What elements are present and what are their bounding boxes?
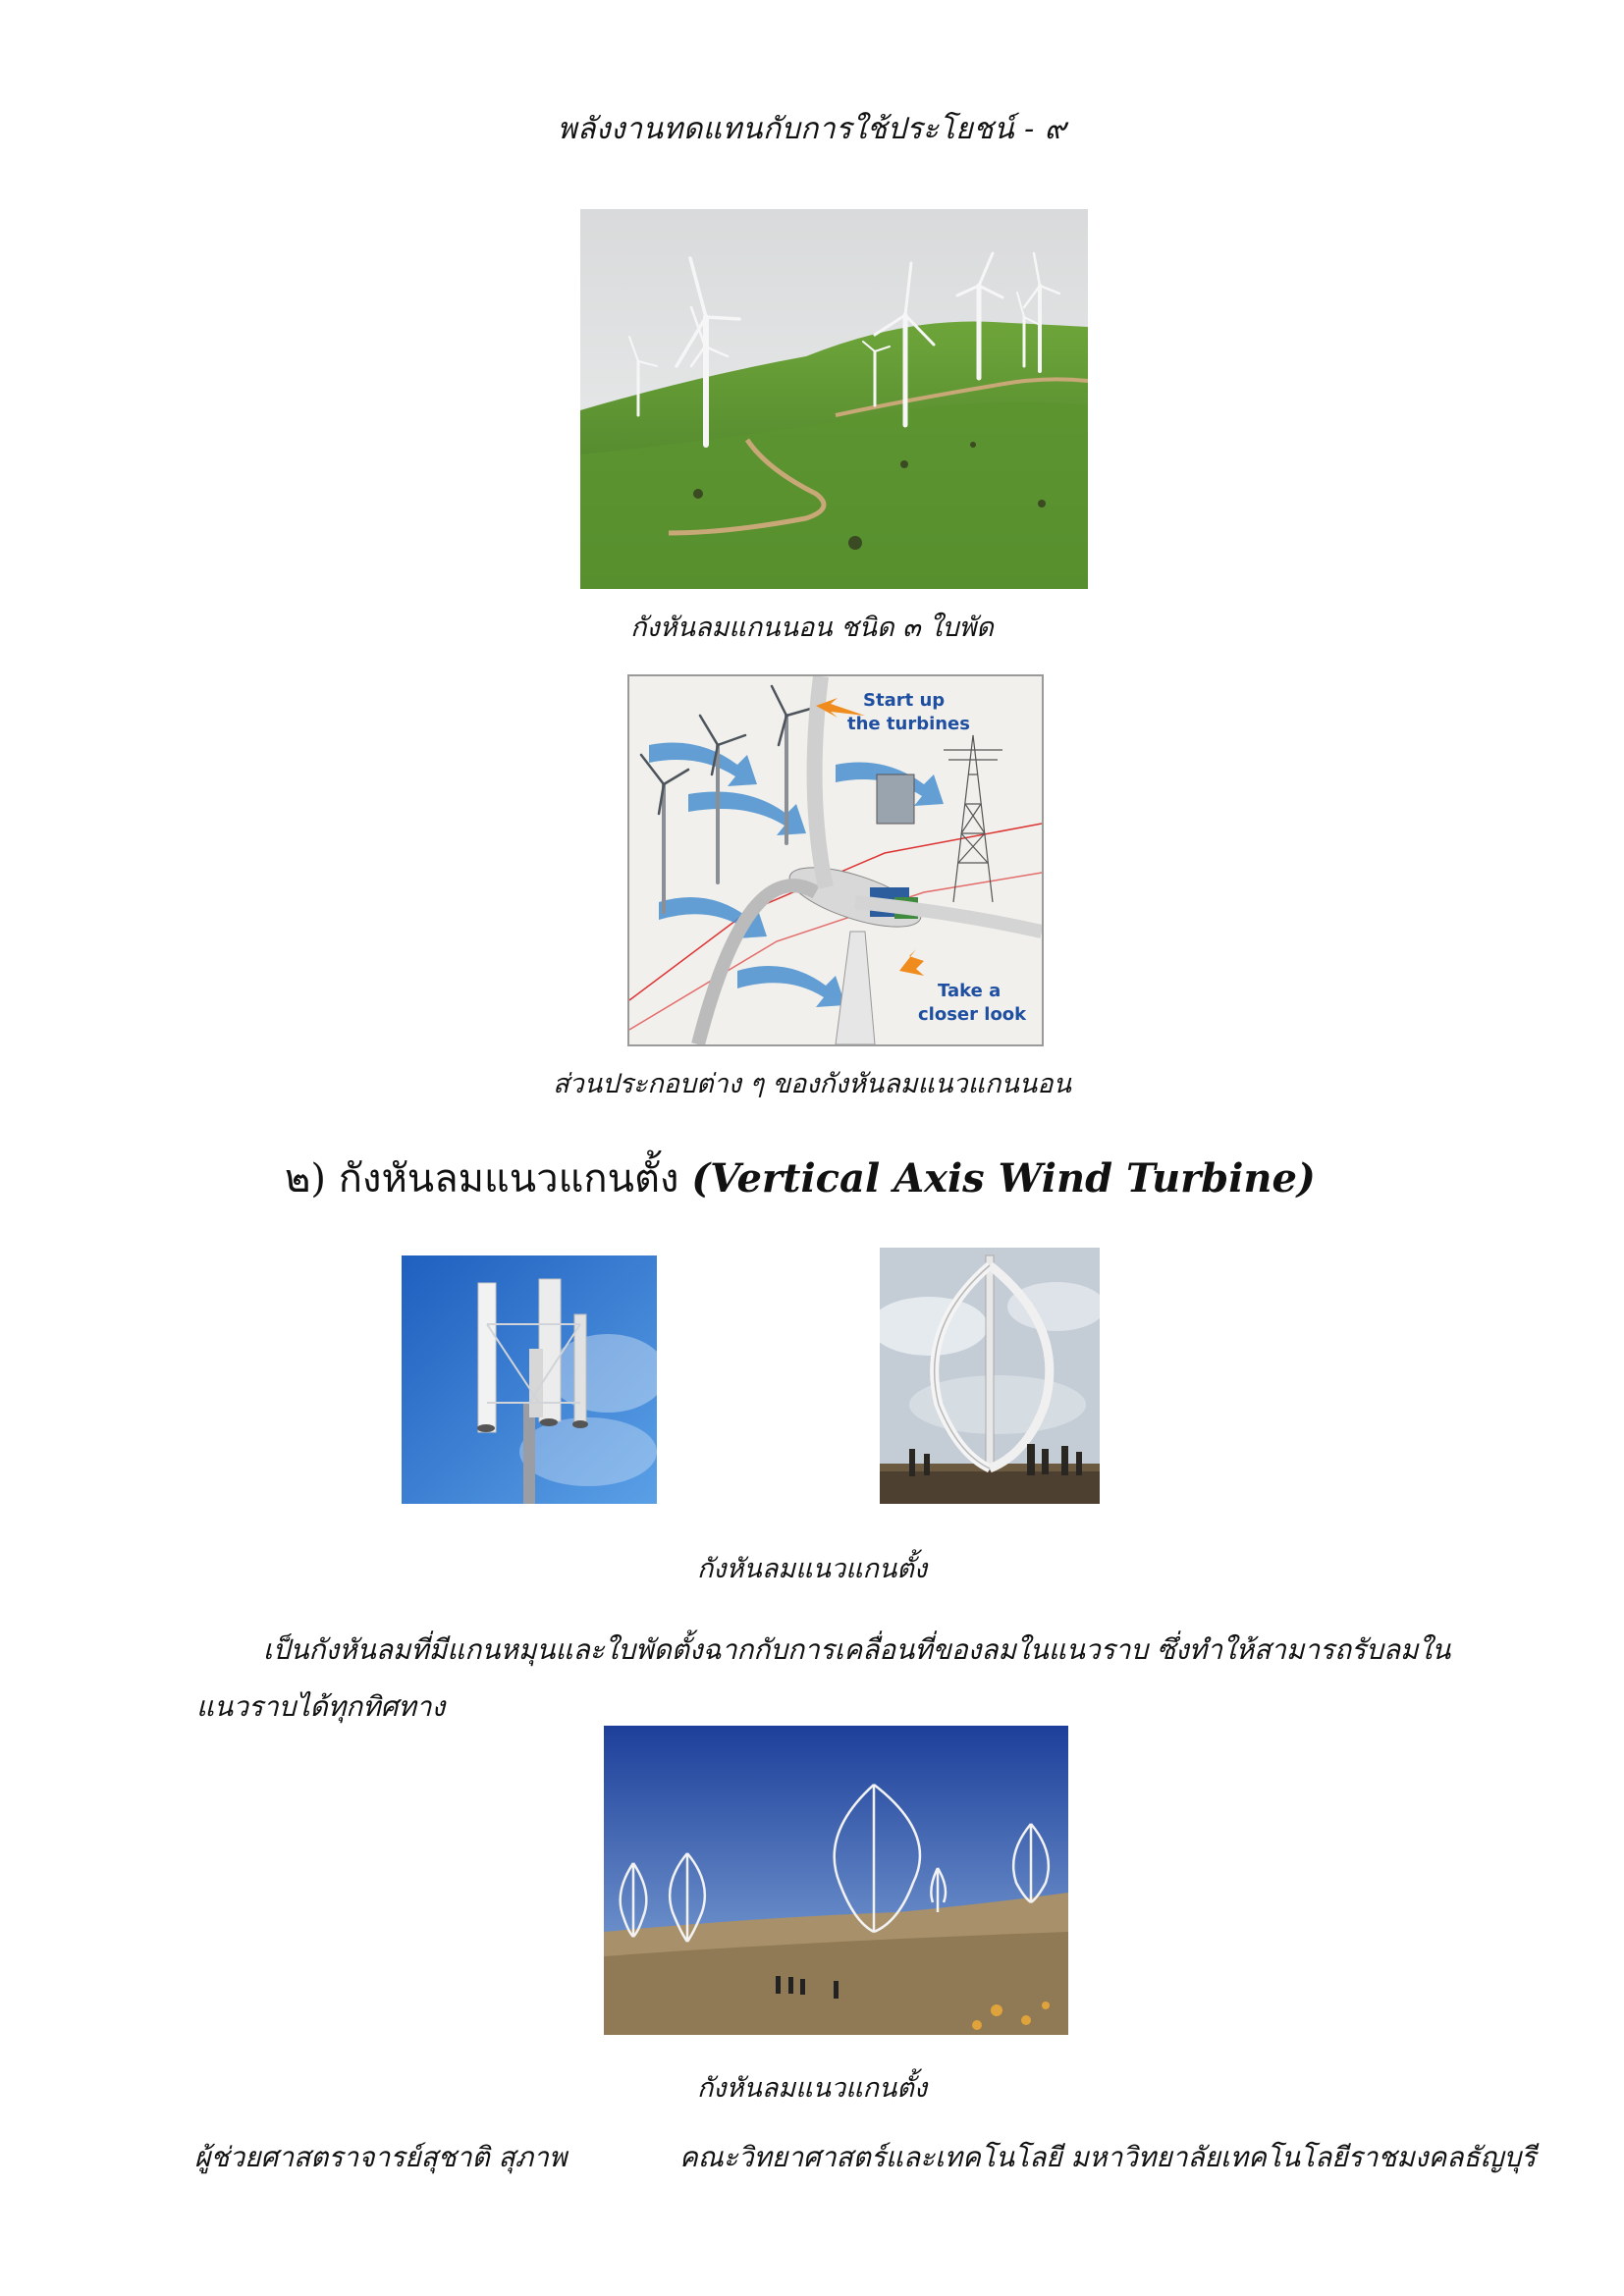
label-the-turbines: the turbines xyxy=(847,714,970,734)
section-heading-thai: ๒) กังหันลมแนวแกนตั้ง xyxy=(285,1156,679,1201)
label-take-a: Take a xyxy=(938,981,1001,1001)
vertical-turbine-photo-darrieus xyxy=(880,1248,1100,1504)
footer-institution: คณะวิทยาศาสตร์และเทคโนโลยี มหาวิทยาลัยเทคโนโลยีราชมงคลธัญบุรี xyxy=(679,2141,1537,2173)
vertical-turbine-photo-blue-sky xyxy=(402,1255,657,1504)
label-start-up: Start up xyxy=(863,690,946,711)
turbine-components-diagram xyxy=(627,674,1044,1046)
page-header: พลังงานทดแทนกับการใช้ประโยชน์ - ๙ xyxy=(557,112,1067,146)
figure-caption-horizontal-turbine: กังหันลมแกนนอน ชนิด ๓ ใบพัด xyxy=(630,613,994,643)
label-closer-look: closer look xyxy=(918,1004,1027,1025)
body-paragraph: เป็นกังหันลมที่มีแกนหมุนและใบพัดตั้งฉากกับการเคลื่อนที่ของลมในแนวราบ ซึ่งทำให้สามารถรับลมในแนวราบได้ทุกทิศทาง xyxy=(196,1633,1451,1723)
figure-caption-turbine-components: ส่วนประกอบต่าง ๆ ของกังหันลมแนวแกนนอน xyxy=(553,1069,1071,1099)
figure-caption-vertical-turbine-2: กังหันลมแนวแกนตั้ง xyxy=(696,2073,928,2104)
section-heading-latin: (Vertical Axis Wind Turbine) xyxy=(691,1155,1316,1201)
vertical-wind-farm-photo xyxy=(604,1726,1068,2035)
figure-caption-vertical-turbine-1: กังหันลมแนวแกนตั้ง xyxy=(696,1554,928,1584)
wind-farm-photo xyxy=(580,209,1088,589)
footer-author: ผู้ช่วยศาสตราจารย์สุชาติ สุภาพ xyxy=(194,2141,568,2173)
section-heading xyxy=(285,1147,1316,1209)
